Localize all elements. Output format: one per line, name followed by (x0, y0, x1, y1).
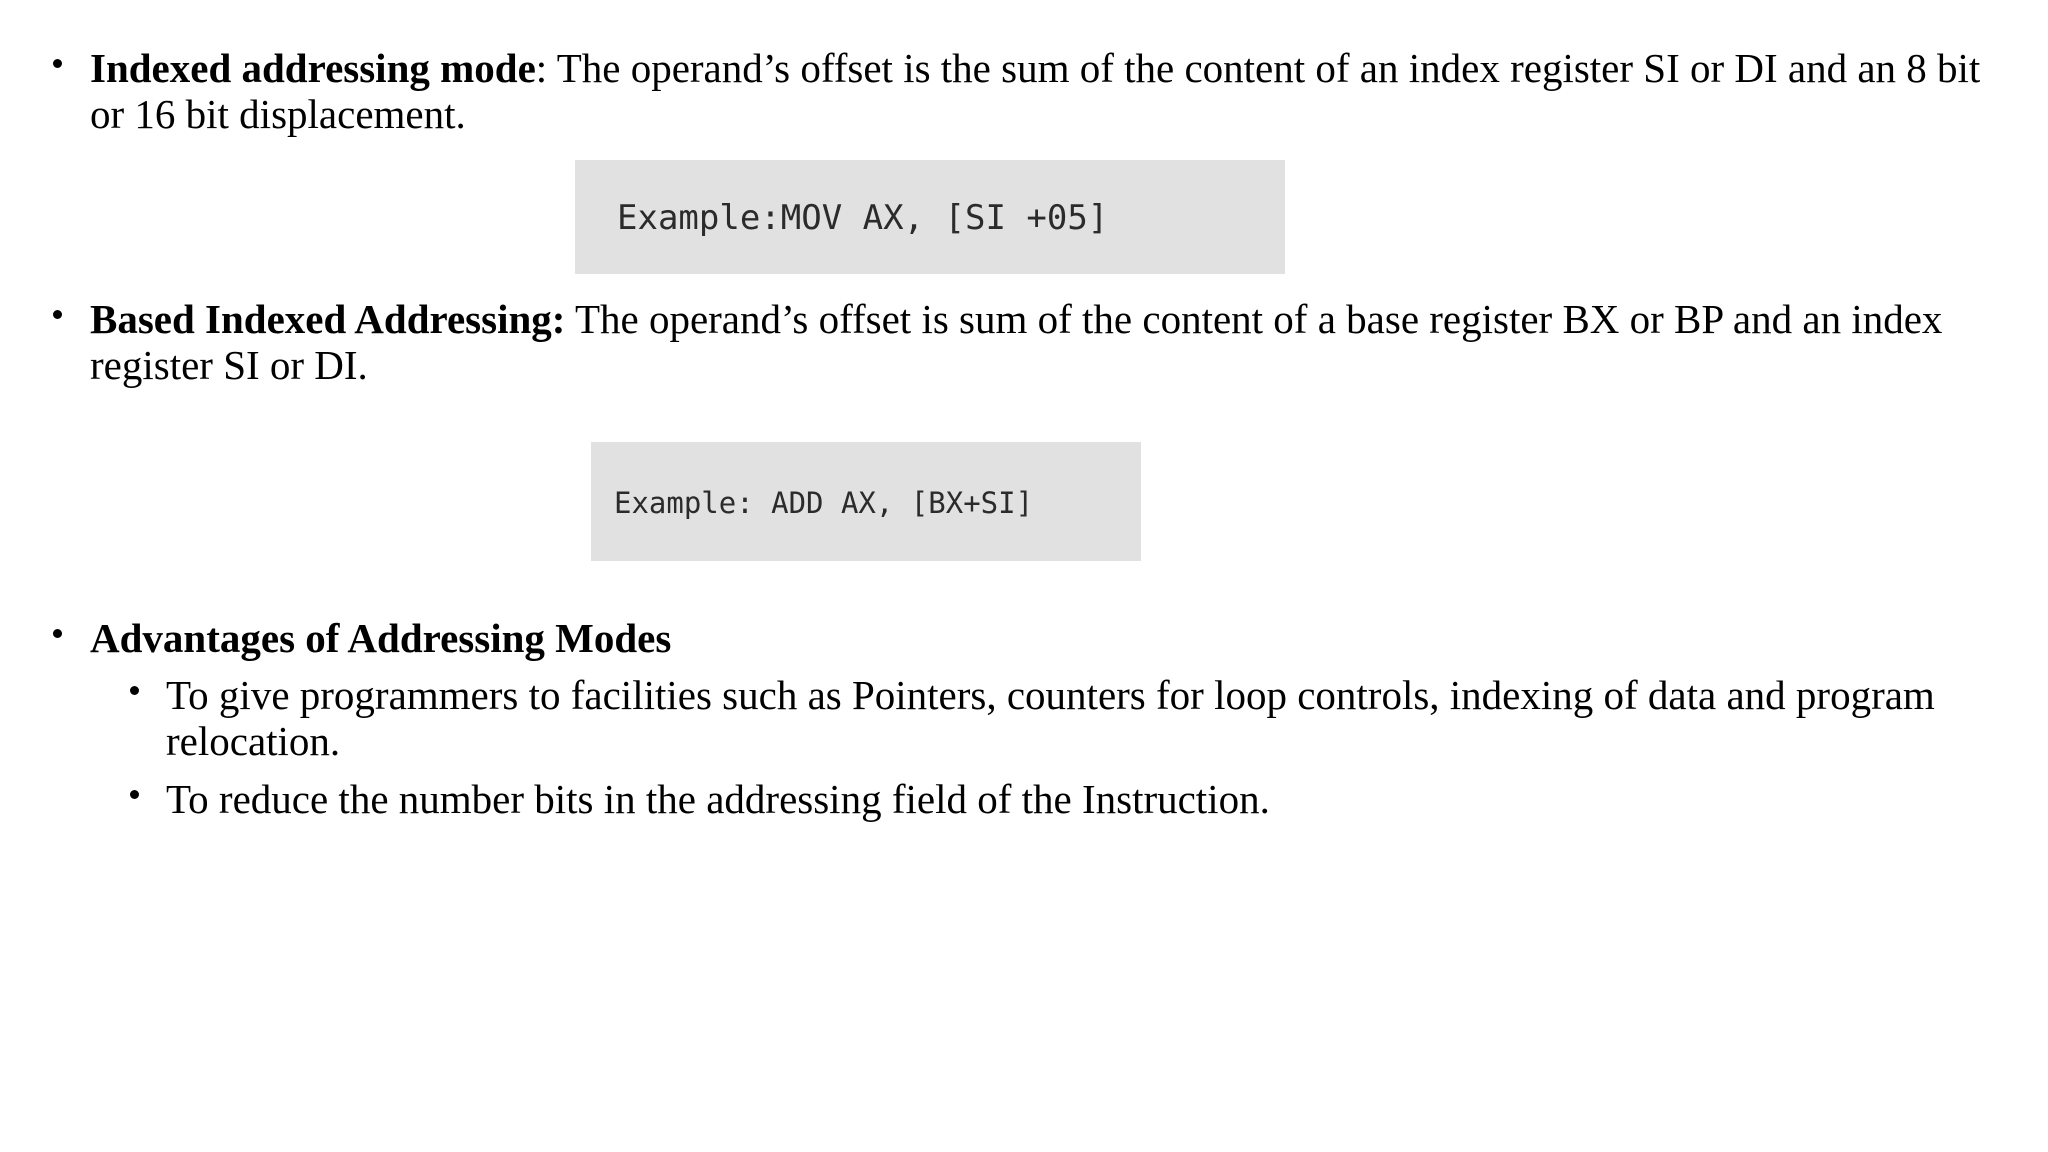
example-code-box-indexed (575, 160, 1285, 274)
advantage-item (166, 672, 2015, 764)
example-code-based-indexed: Example: ADD AX, [BX+SI] (614, 486, 1034, 520)
term-based-indexed-addressing: Based Indexed Addressing: (90, 296, 566, 342)
bullet-dot (53, 59, 62, 68)
bullet-indexed-addressing (90, 45, 2015, 137)
sub-bullet-dot (130, 686, 139, 695)
indexed-addressing-description: The operand’s offset is the sum of the content of an index register SI or DI and an 8 bit or 16 bit displacement. (90, 45, 1981, 137)
advantage-item (166, 776, 2015, 822)
bullet-based-indexed-addressing (90, 296, 2015, 388)
based-indexed-addressing-description: The operand’s offset is sum of the content of a base register BX or BP and an index register SI or DI. (90, 296, 1943, 388)
example-code-indexed: Example:MOV AX, [SI +05] (617, 198, 1109, 238)
bullet-advantages-heading (90, 615, 2015, 661)
example-code-box-based-indexed (591, 442, 1141, 561)
advantage-item-text: To give programmers to facilities such as Pointers, counters for loop controls, indexing of data and program relocation. (166, 672, 1935, 764)
sub-bullet-dot (130, 790, 139, 799)
term-advantages: Advantages of Addressing Modes (90, 615, 672, 661)
advantage-item-text: To reduce the number bits in the addressing field of the Instruction. (166, 776, 1270, 822)
bullet-dot (53, 629, 62, 638)
term-indexed-addressing: Indexed addressing mode (90, 45, 536, 91)
term-separator: : (535, 45, 548, 91)
bullet-dot (53, 310, 62, 319)
